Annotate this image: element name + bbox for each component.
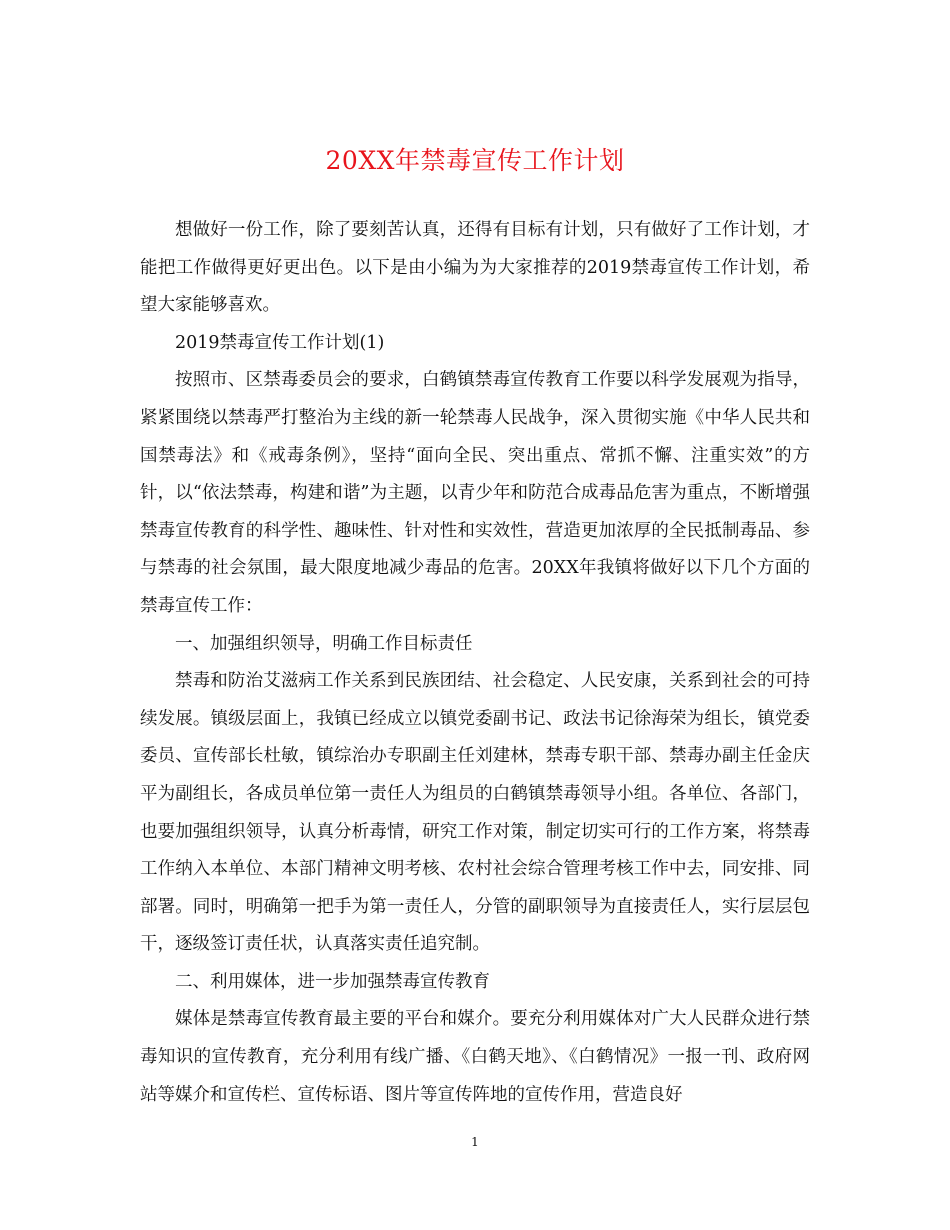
- page-number: 1: [471, 1135, 479, 1149]
- document-body: [140, 212, 810, 1114]
- section-heading-plan: 2019禁毒宣传工作计划(1): [175, 332, 385, 353]
- document-title: 20XX年禁毒宣传工作计划: [325, 146, 625, 175]
- paragraph-media: 媒体是禁毒宣传教育最主要的平台和媒介。要充分利用媒体对广大人民群众进行禁毒知识的宣传教育，充分利用有线广播、《白鹤天地》、《白鹤情况》一报一刊、政府网站等媒介和宣传栏、宣传标语、图片等宣传阵地的宣传作用，营造良好: [140, 1009, 810, 1105]
- paragraph-guidance: 按照市、区禁毒委员会的要求，白鹤镇禁毒宣传教育工作要以科学发展观为指导，紧紧围绕以禁毒严打整治为主线的新一轮禁毒人民战争，深入贯彻实施《中华人民共和国禁毒法》和《戒毒条例》，坚持“面向全民、突出重点、常抓不懈、注重实效”的方针，以“依法禁毒，构建和谐”为主题，以青少年和防范合成毒品危害为重点，不断增强禁毒宣传教育的科学性、趣味性、针对性和实效性，营造更加浓厚的全民抵制毒品、参与禁毒的社会氛围，最大限度地减少毒品的危害。20XX年我镇将做好以下几个方面的禁毒宣传工作：: [140, 370, 810, 616]
- paragraph-intro: 想做好一份工作，除了要刻苦认真，还得有目标有计划，只有做好了工作计划，才能把工作做得更好更出色。以下是由小编为为大家推荐的2019禁毒宣传工作计划，希望大家能够喜欢。: [140, 220, 810, 316]
- section-heading-2: 二、利用媒体，进一步加强禁毒宣传教育: [175, 971, 490, 992]
- paragraph-organization: 禁毒和防治艾滋病工作关系到民族团结、社会稳定、人民安康，关系到社会的可持续发展。镇级层面上，我镇已经成立以镇党委副书记、政法书记徐海荣为组长，镇党委委员、宣传部长杜敏，镇综治办专职副主任刘建林，禁毒专职干部、禁毒办副主任金庆平为副组长，各成员单位第一责任人为组员的白鹤镇禁毒领导小组。各单位、各部门，也要加强组织领导，认真分析毒情，研究工作对策，制定切实可行的工作方案，将禁毒工作纳入本单位、本部门精神文明考核、农村社会综合管理考核工作中去，同安排、同部署。同时，明确第一把手为第一责任人，分管的副职领导为直接责任人，实行层层包干，逐级签订责任状，认真落实责任追究制。: [140, 671, 810, 955]
- section-heading-1: 一、加强组织领导，明确工作目标责任: [175, 633, 473, 654]
